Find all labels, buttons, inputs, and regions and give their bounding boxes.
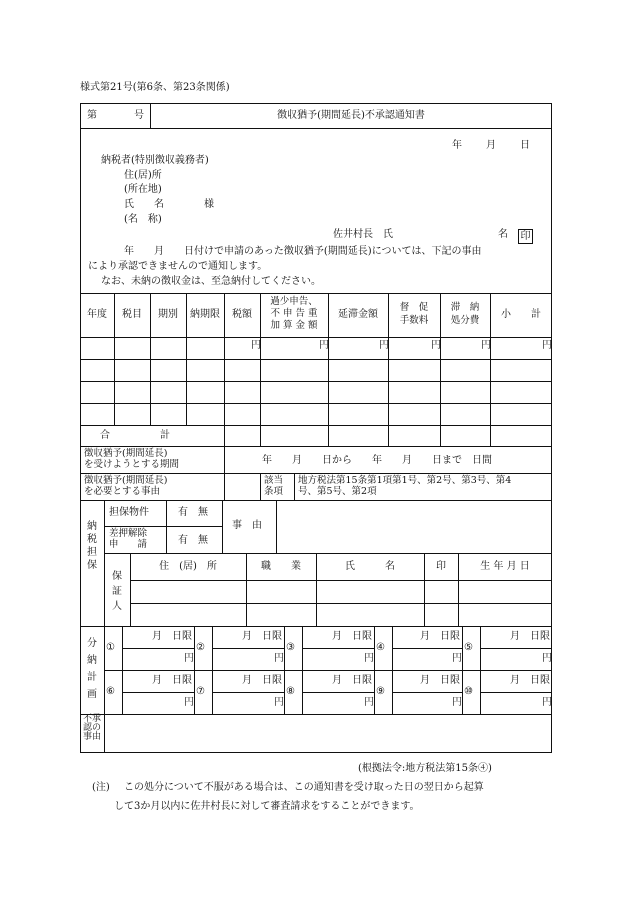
divider [294, 473, 295, 500]
name-label: 氏 名 様 [124, 199, 214, 210]
divider [284, 626, 285, 714]
date-day: 日 [520, 140, 530, 151]
installment-num-4: ④ [376, 642, 385, 653]
body-line-1: 年 月 日付けで申請のあった徴収猶予(期間延長)については、下記の事由 [124, 246, 482, 257]
installment-num-8: ⑧ [286, 686, 295, 697]
installment-date: 月 日限 [420, 631, 460, 642]
law-text-2: 号、第5号、第2項 [298, 486, 377, 497]
divider [392, 626, 393, 714]
divider [222, 500, 223, 553]
col-name: 氏 名 [345, 561, 395, 572]
divider [80, 128, 552, 129]
installment-date: 月 日限 [152, 675, 192, 686]
divider [122, 692, 194, 693]
reason-label-2: を必要とする事由 [84, 486, 161, 497]
issuer-mei: 名 [498, 229, 508, 240]
divider [80, 714, 552, 715]
installment-num-1: ① [106, 642, 115, 653]
divider [130, 580, 552, 581]
header-kasho-1: 過少申告、 [270, 296, 318, 307]
installment-yen: 円 [452, 697, 462, 708]
divider [194, 626, 195, 714]
yen-unit: 円 [542, 340, 552, 351]
divider [104, 500, 105, 626]
divider [276, 500, 277, 553]
law-text-1: 地方税法第15条第1項第1号、第2号、第3号、第4 [298, 475, 512, 486]
header-taino-2: 処分費 [450, 315, 480, 326]
divider [104, 526, 222, 527]
header-tokusoku-2: 手数料 [399, 315, 429, 326]
sashiosae-label-1: 差押解除 [109, 528, 148, 539]
note-label: (注) [92, 782, 110, 793]
installment-date: 月 日限 [510, 631, 550, 642]
installment-num-10: ⑩ [464, 686, 473, 697]
divider [80, 500, 552, 501]
installment-yen: 円 [274, 653, 284, 664]
divider [166, 500, 167, 553]
header-entai: 延滞金額 [338, 309, 378, 320]
header-taino-1: 滞 納 [450, 302, 480, 313]
sashiosae-yumu: 有 無 [178, 535, 208, 546]
divider [462, 626, 463, 714]
installment-date: 月 日限 [152, 631, 192, 642]
header-tokusoku-1: 督 促 [399, 302, 429, 313]
header-nendo: 年度 [87, 309, 107, 320]
installment-yen: 円 [542, 653, 552, 664]
divider [392, 648, 462, 649]
installment-num-7: ⑦ [196, 686, 205, 697]
header-kasho-3: 加 算 金 額 [270, 320, 318, 331]
sashiosae-label-2: 申 請 [109, 539, 148, 550]
divider [302, 648, 374, 649]
installment-date: 月 日限 [332, 675, 372, 686]
divider [80, 626, 552, 627]
divider [104, 670, 552, 671]
period-label-2: を受けようとする期間 [84, 459, 180, 470]
unapproved-label: 不承認の事由 [82, 714, 101, 742]
installment-yen: 円 [452, 653, 462, 664]
divider [480, 626, 481, 714]
legal-basis: (根拠法令:地方税法第15条④) [358, 763, 492, 774]
issuer-title: 佐井村長 氏 [333, 229, 393, 240]
divider [212, 626, 213, 714]
header-kibetsu: 期別 [158, 309, 178, 320]
period-label-1: 徴収猶予(期間延長) [84, 448, 168, 459]
divider [480, 692, 552, 693]
divider [104, 714, 105, 752]
installment-num-6: ⑥ [106, 686, 115, 697]
header-zeimoku: 税目 [122, 309, 142, 320]
col-job: 職 業 [261, 561, 301, 572]
divider [122, 648, 194, 649]
note-line-2: して3か月以内に佐井村長に対して審査請求をすることができます。 [114, 801, 420, 812]
yen-unit: 円 [379, 340, 389, 351]
gaito-label-2: 条項 [264, 486, 284, 497]
yen-unit: 円 [431, 340, 441, 351]
address-label: 住(居)所 [124, 170, 162, 181]
installment-yen: 円 [184, 653, 194, 664]
tanpo-label: 担保物件 [109, 507, 149, 518]
divider [302, 626, 303, 714]
divider [130, 603, 552, 604]
header-zeigaku: 税額 [232, 309, 252, 320]
yen-unit: 円 [481, 340, 491, 351]
divider [224, 446, 225, 500]
installment-num-3: ③ [286, 642, 295, 653]
installment-date: 月 日限 [420, 675, 460, 686]
divider [212, 648, 284, 649]
installment-date: 月 日限 [510, 675, 550, 686]
tanpo-yumu: 有 無 [178, 507, 208, 518]
installment-yen: 円 [364, 697, 374, 708]
taxpayer-label: 納税者(特別徴収義務者) [101, 155, 209, 166]
installment-yen: 円 [184, 697, 194, 708]
divider [80, 473, 552, 474]
gaito-label-1: 該当 [264, 475, 284, 486]
divider [392, 692, 462, 693]
divider [480, 648, 552, 649]
divider [80, 425, 552, 426]
divider [212, 692, 284, 693]
header-nokigen: 納期限 [190, 309, 220, 320]
divider [374, 626, 375, 714]
installment-date: 月 日限 [332, 631, 372, 642]
installment-date: 月 日限 [242, 675, 282, 686]
seal-box: 印 [518, 229, 533, 244]
installment-num-5: ⑤ [464, 642, 473, 653]
jiyu-label: 事 由 [232, 520, 262, 531]
header-shokei: 小 計 [501, 309, 541, 320]
installment-yen: 円 [274, 697, 284, 708]
yen-unit: 円 [319, 340, 329, 351]
guarantor-label: 保証人 [112, 571, 122, 612]
go-label: 号 [134, 110, 144, 121]
col-birth: 生 年 月 日 [480, 561, 530, 572]
collateral-side-label: 納税担保 [87, 521, 97, 571]
note-line-1: この処分について不服がある場合は、この通知書を受け取った日の翌日から起算 [124, 782, 484, 793]
installment-num-9: ⑨ [376, 686, 385, 697]
period-text: 年 月 日から 年 月 日まで 日間 [262, 455, 492, 466]
installment-yen: 円 [542, 697, 552, 708]
form-number: 様式第21号(第6条、第23条関係) [80, 82, 230, 93]
total-label: 合 計 [100, 430, 170, 441]
corp-name-label: (名 称) [124, 214, 162, 225]
date-month: 月 [486, 140, 496, 151]
location-label: (所在地) [124, 184, 162, 195]
body-line-3: なお、未納の徴収金は、至急納付してください。 [101, 276, 321, 287]
divider [302, 692, 374, 693]
divider [260, 473, 261, 500]
col-seal: 印 [436, 561, 446, 572]
divider [80, 446, 552, 447]
installment-num-2: ② [196, 642, 205, 653]
yen-unit: 円 [251, 340, 261, 351]
divider [104, 553, 552, 554]
divider [122, 626, 123, 714]
reason-label-1: 徴収猶予(期間延長) [84, 475, 168, 486]
divider [104, 626, 105, 714]
col-address: 住 (居) 所 [159, 561, 217, 572]
document-title: 徴収猶予(期間延長)不承認通知書 [277, 110, 425, 121]
header-kasho-2: 不 申 告 重 [270, 308, 318, 319]
dai-label: 第 [87, 110, 97, 121]
installment-date: 月 日限 [242, 631, 282, 642]
date-year: 年 [452, 140, 462, 151]
installment-side-label: 分納計画 [87, 638, 97, 700]
installment-yen: 円 [364, 653, 374, 664]
body-line-2: により承認できませんので通知します。 [88, 261, 268, 272]
